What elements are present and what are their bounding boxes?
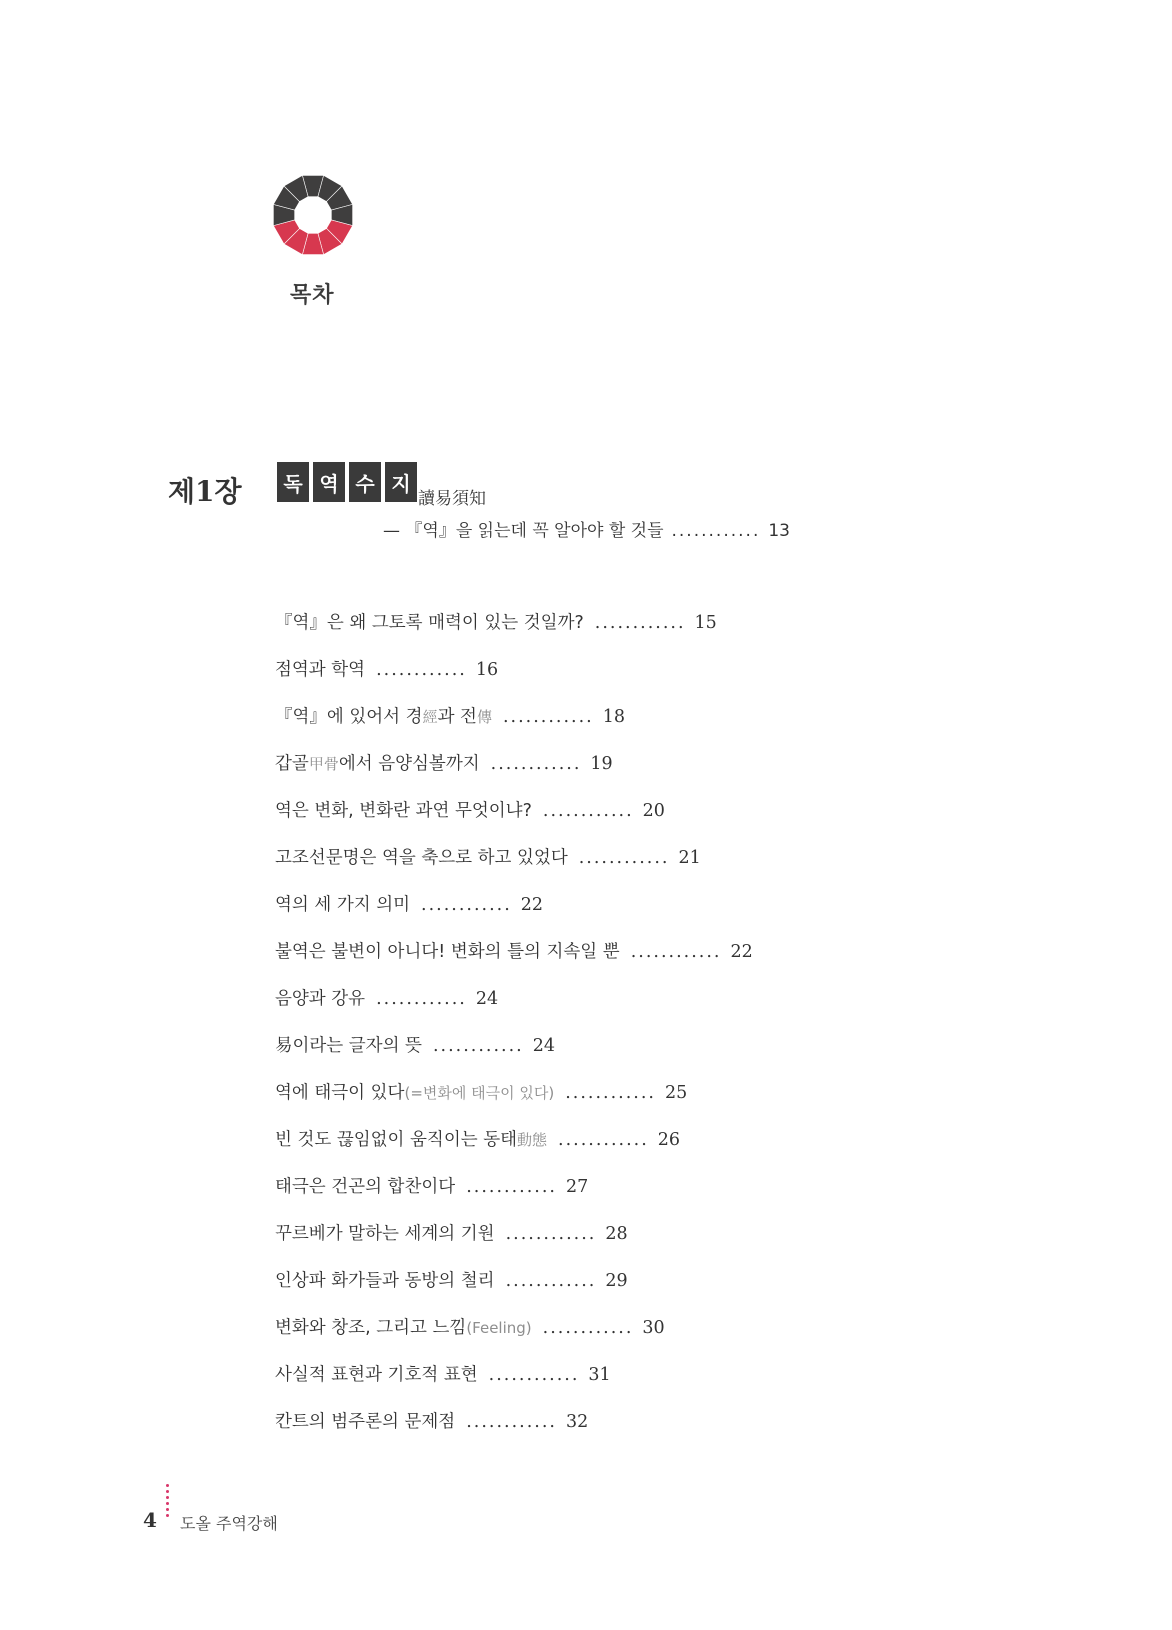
entry-page: 25 <box>664 1083 688 1103</box>
entry-page: 20 <box>642 801 665 821</box>
page-number: 4 <box>143 1508 157 1532</box>
leader-dots: ............ <box>376 660 467 680</box>
entry-title: 『역』은 왜 그토록 매력이 있는 것일까? <box>275 613 584 633</box>
entry-title-cont: 에서 음양심볼까지 <box>338 754 480 774</box>
entry-title: 꾸르베가 말하는 세계의 기원 <box>275 1224 495 1244</box>
entry-title: 태극은 건곤의 합찬이다 <box>275 1177 456 1197</box>
leader-dots: ............ <box>542 1318 634 1338</box>
leader-dots: ............ <box>542 801 634 821</box>
entry-title: 인상파 화가들과 동방의 철리 <box>275 1271 495 1291</box>
entry-title: 불역은 불변이 아니다! 변화의 틀의 지속일 뿐 <box>275 942 620 962</box>
toc-entry[interactable] <box>275 1219 753 1266</box>
entry-page: 26 <box>657 1130 681 1150</box>
entry-page: 15 <box>694 613 717 633</box>
entry-page: 27 <box>565 1177 589 1197</box>
toc-entry[interactable] <box>275 796 753 843</box>
toc-entry[interactable] <box>275 843 753 890</box>
entry-page: 22 <box>520 895 544 915</box>
toc-entry[interactable] <box>275 937 753 984</box>
entry-title: 빈 것도 끊임없이 움직이는 동태 <box>275 1130 518 1150</box>
entry-page: 18 <box>602 707 626 727</box>
entry-page: 28 <box>605 1224 628 1244</box>
running-footer-title: 도올 주역강해 <box>180 1514 278 1533</box>
entry-page: 31 <box>588 1365 611 1385</box>
entry-title: 역에 태극이 있다 <box>275 1083 405 1103</box>
entry-title: 역의 세 가지 의미 <box>275 895 411 915</box>
entry-title: 점역과 학역 <box>275 660 366 680</box>
leader-dots: ............ <box>671 521 761 541</box>
entry-title: 음양과 강유 <box>275 989 366 1009</box>
entry-page: 29 <box>605 1271 628 1291</box>
entry-title: 易이라는 글자의 뜻 <box>275 1036 422 1056</box>
chapter-title-boxes <box>277 462 417 502</box>
entry-page: 24 <box>532 1036 556 1056</box>
entry-title: 칸트의 범주론의 문제점 <box>275 1412 456 1432</box>
leader-dots: ............ <box>466 1412 557 1432</box>
toc-list <box>275 608 753 1454</box>
toc-entry[interactable] <box>275 608 753 655</box>
toc-entry[interactable] <box>275 1266 753 1313</box>
toc-title: 목차 <box>290 283 335 308</box>
entry-title: 갑골 <box>275 754 309 774</box>
toc-entry[interactable] <box>275 1407 753 1454</box>
chapter-title-char: 수 <box>349 462 381 502</box>
entry-page: 16 <box>475 660 499 680</box>
toc-entry[interactable] <box>275 1078 753 1125</box>
leader-dots: ............ <box>505 1224 597 1244</box>
entry-title: 사실적 표현과 기호적 표현 <box>275 1365 478 1385</box>
chapter-title-char: 독 <box>277 462 309 502</box>
leader-dots: ............ <box>376 989 467 1009</box>
leader-dots: ............ <box>578 848 670 868</box>
toc-entry[interactable] <box>275 1313 753 1360</box>
entry-title: 『역』에 있어서 경 <box>275 707 423 727</box>
footer-dot-divider <box>166 1484 170 1520</box>
chapter-title-char: 지 <box>385 462 417 502</box>
entry-page: 19 <box>590 754 613 774</box>
entry-note: (Feeling) <box>466 1319 532 1337</box>
toc-entry[interactable] <box>275 655 753 702</box>
toc-entry[interactable] <box>275 1360 753 1407</box>
entry-title: 역은 변화, 변화란 과연 무엇이냐? <box>275 801 532 821</box>
leader-dots: ............ <box>421 895 512 915</box>
chapter-subtitle: — 『역』을 읽는데 꼭 알아야 할 것들 <box>383 521 664 541</box>
leader-dots: ............ <box>565 1083 656 1103</box>
chapter-number: 제1장 <box>168 475 242 508</box>
chapter-ring-logo <box>270 172 356 258</box>
chapter-subtitle-line[interactable] <box>383 516 790 541</box>
toc-entry[interactable] <box>275 1031 753 1078</box>
toc-entry[interactable] <box>275 984 753 1031</box>
entry-hanja-note: 甲骨 <box>308 755 339 773</box>
chapter-title-char: 역 <box>313 462 345 502</box>
leader-dots: ............ <box>502 707 594 727</box>
leader-dots: ............ <box>490 754 582 774</box>
toc-entry[interactable] <box>275 749 753 796</box>
entry-page: 24 <box>475 989 499 1009</box>
entry-hanja-note: 傳 <box>476 708 492 726</box>
entry-page: 30 <box>642 1318 665 1338</box>
entry-hanja-note: 經 <box>422 708 438 726</box>
toc-entry[interactable] <box>275 890 753 937</box>
entry-title: 고조선문명은 역을 축으로 하고 있었다 <box>275 848 568 868</box>
leader-dots: ............ <box>630 942 722 962</box>
leader-dots: ............ <box>505 1271 597 1291</box>
entry-page: 22 <box>730 942 753 962</box>
toc-entry[interactable] <box>275 1125 753 1172</box>
leader-dots: ............ <box>466 1177 557 1197</box>
entry-page: 32 <box>565 1412 589 1432</box>
leader-dots: ............ <box>488 1365 580 1385</box>
entry-note: (=변화에 태극이 있다) <box>404 1084 555 1102</box>
toc-entry[interactable] <box>275 702 753 749</box>
toc-entry[interactable] <box>275 1172 753 1219</box>
leader-dots: ............ <box>558 1130 649 1150</box>
entry-title-cont: 과 전 <box>437 707 477 727</box>
leader-dots: ............ <box>432 1036 524 1056</box>
chapter-hanja: 讀易須知 <box>418 489 486 509</box>
chapter-page: 13 <box>768 521 790 541</box>
entry-title: 변화와 창조, 그리고 느낌 <box>275 1318 467 1338</box>
entry-page: 21 <box>678 848 701 868</box>
entry-hanja-note: 動態 <box>517 1131 548 1149</box>
leader-dots: ............ <box>594 613 686 633</box>
